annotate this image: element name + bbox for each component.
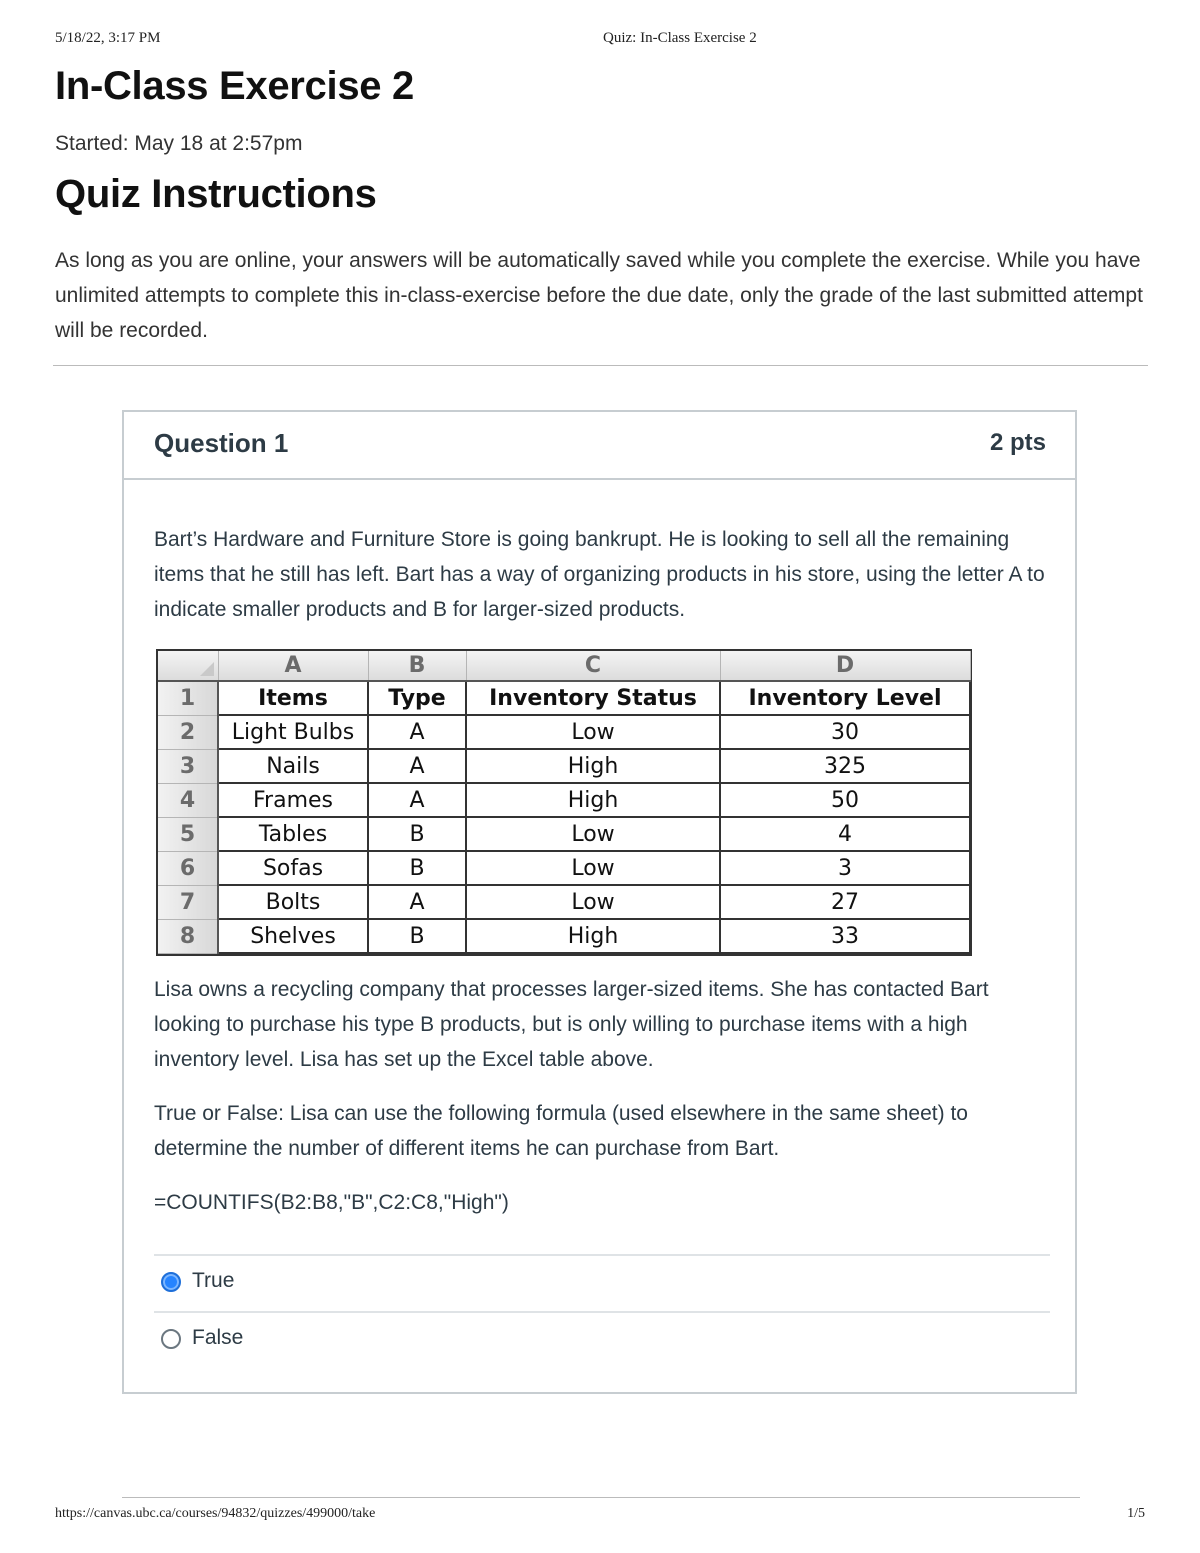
spreadsheet-row: [158, 749, 970, 783]
row-header: 1: [158, 681, 218, 715]
page-number: 1/5: [1127, 1506, 1145, 1521]
instructions-heading: Quiz Instructions: [55, 172, 377, 216]
spreadsheet-cell: Low: [466, 885, 720, 919]
print-footer: [55, 1506, 1145, 1526]
spreadsheet-cell: Shelves: [218, 919, 368, 953]
spreadsheet-cell: Low: [466, 851, 720, 885]
spreadsheet-row: [158, 681, 970, 715]
spreadsheet-cell: 50: [720, 783, 970, 817]
spreadsheet-cell: 4: [720, 817, 970, 851]
row-header: 5: [158, 817, 218, 851]
spreadsheet-cell: High: [466, 783, 720, 817]
select-all-corner: [158, 651, 218, 681]
spreadsheet-cell: A: [368, 885, 466, 919]
spreadsheet-cell: A: [368, 715, 466, 749]
spreadsheet-cell: Tables: [218, 817, 368, 851]
spreadsheet-cell: 325: [720, 749, 970, 783]
spreadsheet-row: [158, 919, 970, 953]
started-timestamp: Started: May 18 at 2:57pm: [55, 132, 303, 155]
row-header: 8: [158, 919, 218, 953]
spreadsheet-cell: B: [368, 817, 466, 851]
answer-list: [154, 1254, 1050, 1368]
spreadsheet-cell: B: [368, 851, 466, 885]
spreadsheet-cell: Bolts: [218, 885, 368, 919]
spreadsheet-column-header-row: [158, 651, 970, 681]
question-paragraph-intro: Bart’s Hardware and Furniture Store is going bankrupt. He is looking to sell all the remaining items that he still has left. Bart has a way of organizing products in his store, using the letter A to indicate smaller products and B for larger-sized products.: [154, 528, 1045, 621]
print-page-title: Quiz: In-Class Exercise 2: [603, 30, 757, 46]
question-header: [124, 412, 1075, 480]
spreadsheet-row: [158, 715, 970, 749]
spreadsheet-cell: 30: [720, 715, 970, 749]
footer-divider: [122, 1497, 1080, 1498]
spreadsheet-cell: High: [466, 749, 720, 783]
spreadsheet-cell: 27: [720, 885, 970, 919]
answer-label[interactable]: True: [192, 1269, 235, 1292]
spreadsheet-row: [158, 885, 970, 919]
spreadsheet-cell: 33: [720, 919, 970, 953]
print-header: [55, 30, 1145, 50]
radio-unselected-icon[interactable]: [161, 1329, 181, 1349]
spreadsheet-cell: Light Bulbs: [218, 715, 368, 749]
spreadsheet-cell: Inventory Level: [720, 681, 970, 715]
spreadsheet-row: [158, 851, 970, 885]
spreadsheet-cell: Frames: [218, 783, 368, 817]
question-points: 2 pts: [989, 429, 1046, 456]
instructions-text: As long as you are online, your answers will be automatically saved while you complete the exercise. While you have unlimited attempts to complete this in-class-exercise before the due date, only the grade of the last submitted attempt will be recorded.: [55, 249, 1143, 342]
row-header: 7: [158, 885, 218, 919]
column-header-d: D: [720, 651, 970, 681]
spreadsheet-row: [158, 817, 970, 851]
question-paragraph-prompt: True or False: Lisa can use the following formula (used elsewhere in the same sheet) to determine the number of different items he can purchase from Bart.: [154, 1102, 968, 1160]
page-url: https://canvas.ubc.ca/courses/94832/quizzes/499000/take: [55, 1506, 376, 1521]
row-header: 2: [158, 715, 218, 749]
spreadsheet-image: [156, 649, 972, 956]
section-divider: [53, 365, 1148, 366]
spreadsheet-cell: A: [368, 749, 466, 783]
print-datetime: 5/18/22, 3:17 PM: [55, 30, 161, 46]
row-header: 4: [158, 783, 218, 817]
spreadsheet-table: [158, 651, 971, 954]
column-header-a: A: [218, 651, 368, 681]
question-name: Question 1: [154, 428, 289, 458]
spreadsheet-cell: Sofas: [218, 851, 368, 885]
column-header-c: C: [466, 651, 720, 681]
spreadsheet-cell: Inventory Status: [466, 681, 720, 715]
spreadsheet-row: [158, 783, 970, 817]
spreadsheet-cell: Nails: [218, 749, 368, 783]
column-header-b: B: [368, 651, 466, 681]
spreadsheet-cell: 3: [720, 851, 970, 885]
question-paragraph-scenario: Lisa owns a recycling company that processes larger-sized items. She has contacted Bart looking to purchase his type B products, but is only willing to purchase items with a high inventory level. Lisa has set up the Excel table above.: [154, 978, 989, 1071]
spreadsheet-cell: B: [368, 919, 466, 953]
answer-label[interactable]: False: [192, 1326, 244, 1349]
spreadsheet-cell: Type: [368, 681, 466, 715]
answer-option-false[interactable]: [154, 1311, 1050, 1368]
spreadsheet-cell: High: [466, 919, 720, 953]
page-title: In-Class Exercise 2: [55, 64, 414, 108]
radio-selected-icon[interactable]: [161, 1272, 181, 1292]
spreadsheet-cell: Items: [218, 681, 368, 715]
question-card: [122, 410, 1077, 1394]
row-header: 6: [158, 851, 218, 885]
question-formula: =COUNTIFS(B2:B8,"B",C2:C8,"High"): [154, 1191, 509, 1214]
row-header: 3: [158, 749, 218, 783]
spreadsheet-cell: A: [368, 783, 466, 817]
answer-option-true[interactable]: [154, 1254, 1050, 1311]
spreadsheet-cell: Low: [466, 715, 720, 749]
spreadsheet-cell: Low: [466, 817, 720, 851]
